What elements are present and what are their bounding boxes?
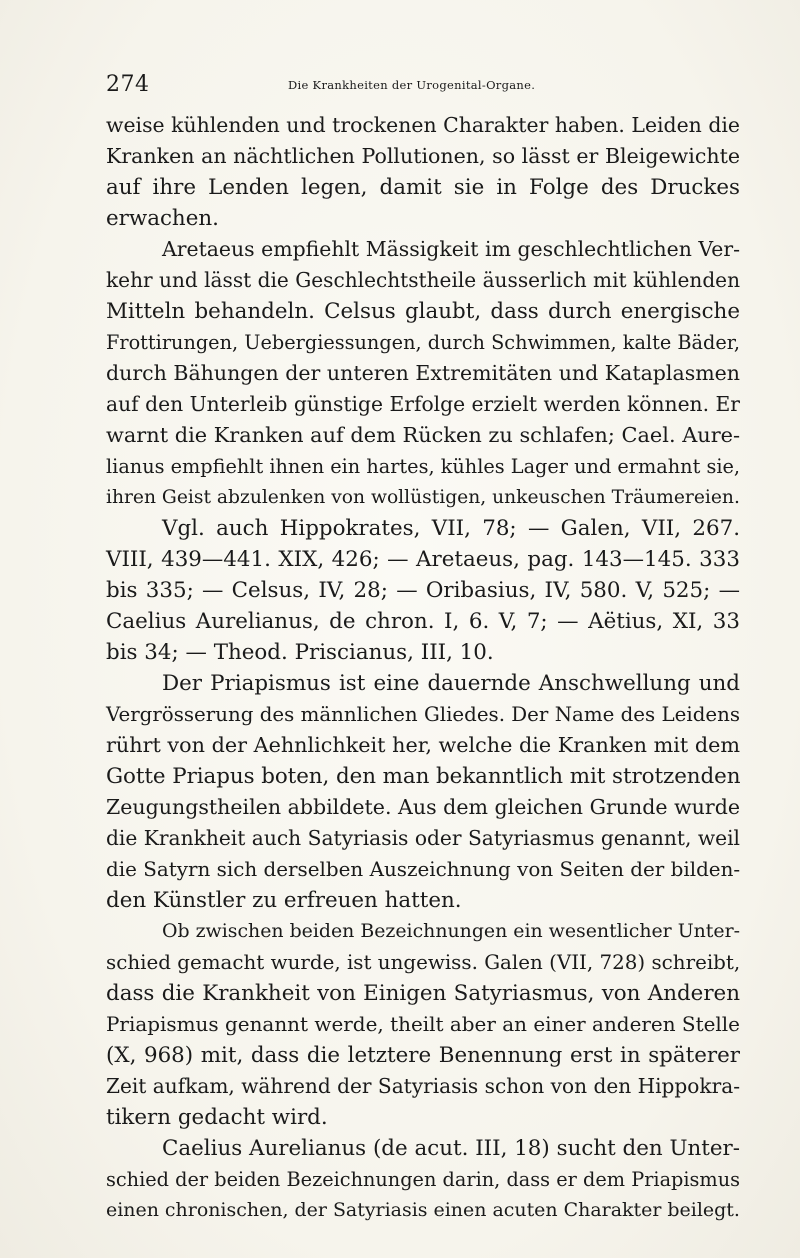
- text-line: VIII, 439—441. XIX, 426; — Aretaeus, pag. 143—145. 333: [106, 547, 740, 572]
- page-header: [106, 72, 746, 102]
- text-line: durch Bähungen der unteren Extremitäten und Kataplasmen: [106, 361, 740, 385]
- text-line: schied der beiden Bezeichnungen darin, dass er dem Priapismus: [106, 1168, 740, 1191]
- text-line: warnt die Kranken auf dem Rücken zu schlafen; Cael. Aure-: [106, 423, 741, 447]
- text-line: die Krankheit auch Satyriasis oder Satyriasmus genannt, weil: [106, 826, 740, 850]
- text-line: kehr und lässt die Geschlechtstheile äusserlich mit kühlenden: [106, 268, 741, 292]
- text-line: Zeit aufkam, während der Satyriasis schon von den Hippokra-: [106, 1074, 740, 1098]
- text-line: Priapismus genannt werde, theilt aber an einer anderen Stelle: [106, 1012, 740, 1036]
- text-line: Kranken an nächtlichen Pollutionen, so lässt er Bleigewichte: [106, 144, 740, 168]
- text-line: Der Priapismus ist eine dauernde Anschwellung und: [162, 671, 740, 696]
- text-line: Vgl. auch Hippokrates, VII, 78; — Galen, VII, 267.: [162, 516, 740, 541]
- text-line: Gotte Priapus boten, den man bekanntlich mit strotzenden: [106, 764, 741, 789]
- text-line: lianus empfiehlt ihnen ein hartes, kühles Lager und ermahnt sie,: [106, 455, 741, 478]
- text-line: Aretaeus empfiehlt Mässigkeit im geschlechtlichen Ver-: [162, 237, 740, 261]
- text-line: schied gemacht wurde, ist ungewiss. Galen (VII, 728) schreibt,: [106, 951, 741, 974]
- paragraph: [106, 234, 740, 513]
- text-line: auf den Unterleib günstige Erfolge erzielt werden können. Er: [106, 392, 740, 416]
- text-line: Zeugungstheilen abbildete. Aus dem gleichen Grunde wurde: [106, 795, 740, 819]
- text-line: auf ihre Lenden legen, damit sie in Folge des Druckes: [106, 175, 740, 200]
- text-line: ihren Geist abzulenken von wollüstigen, unkeuschen Träumereien.: [106, 487, 740, 508]
- text-line: Frottirungen, Uebergiessungen, durch Schwimmen, kalte Bäder,: [106, 331, 740, 354]
- text-line: tikern gedacht wird.: [106, 1105, 328, 1130]
- paragraph: [106, 110, 740, 234]
- text-line: (X, 968) mit, dass die letztere Benennung erst in späterer: [106, 1043, 740, 1068]
- paragraph: [106, 1133, 740, 1226]
- text-line: den Künstler zu erfreuen hatten.: [106, 888, 462, 913]
- text-line: rührt von der Aehnlichkeit her, welche die Kranken mit dem: [106, 733, 740, 757]
- text-line: Mitteln behandeln. Celsus glaubt, dass durch energische: [106, 299, 740, 324]
- text-line: Vergrösserung des männlichen Gliedes. Der Name des Leidens: [106, 703, 740, 726]
- text-line: Caelius Aurelianus, de chron. I, 6. V, 7; — Aëtius, XI, 33: [106, 609, 740, 634]
- text-line: Ob zwischen beiden Bezeichnungen ein wesentlicher Unter-: [162, 920, 740, 942]
- paragraph: [106, 668, 740, 916]
- paragraph: [106, 916, 740, 1133]
- text-line: die Satyrn sich derselben Auszeichnung von Seiten der bilden-: [106, 858, 741, 881]
- paragraph: [106, 513, 740, 668]
- text-line: weise kühlenden und trockenen Charakter haben. Leiden die: [106, 113, 740, 137]
- text-line: bis 335; — Celsus, IV, 28; — Oribasius, IV, 580. V, 525; —: [106, 578, 740, 603]
- text-line: dass die Krankheit von Einigen Satyriasmus, von Anderen: [106, 981, 740, 1006]
- text-line: erwachen.: [106, 206, 219, 231]
- text-line: Caelius Aurelianus (de acut. III, 18) sucht den Unter-: [162, 1136, 740, 1161]
- running-head: Die Krankheiten der Urogenital-Organe.: [288, 78, 536, 92]
- text-line: bis 34; — Theod. Priscianus, III, 10.: [106, 640, 494, 665]
- text-line: einen chronischen, der Satyriasis einen acuten Charakter beilegt.: [106, 1199, 740, 1221]
- body-text: [106, 110, 740, 1226]
- page-number: 274: [106, 72, 150, 97]
